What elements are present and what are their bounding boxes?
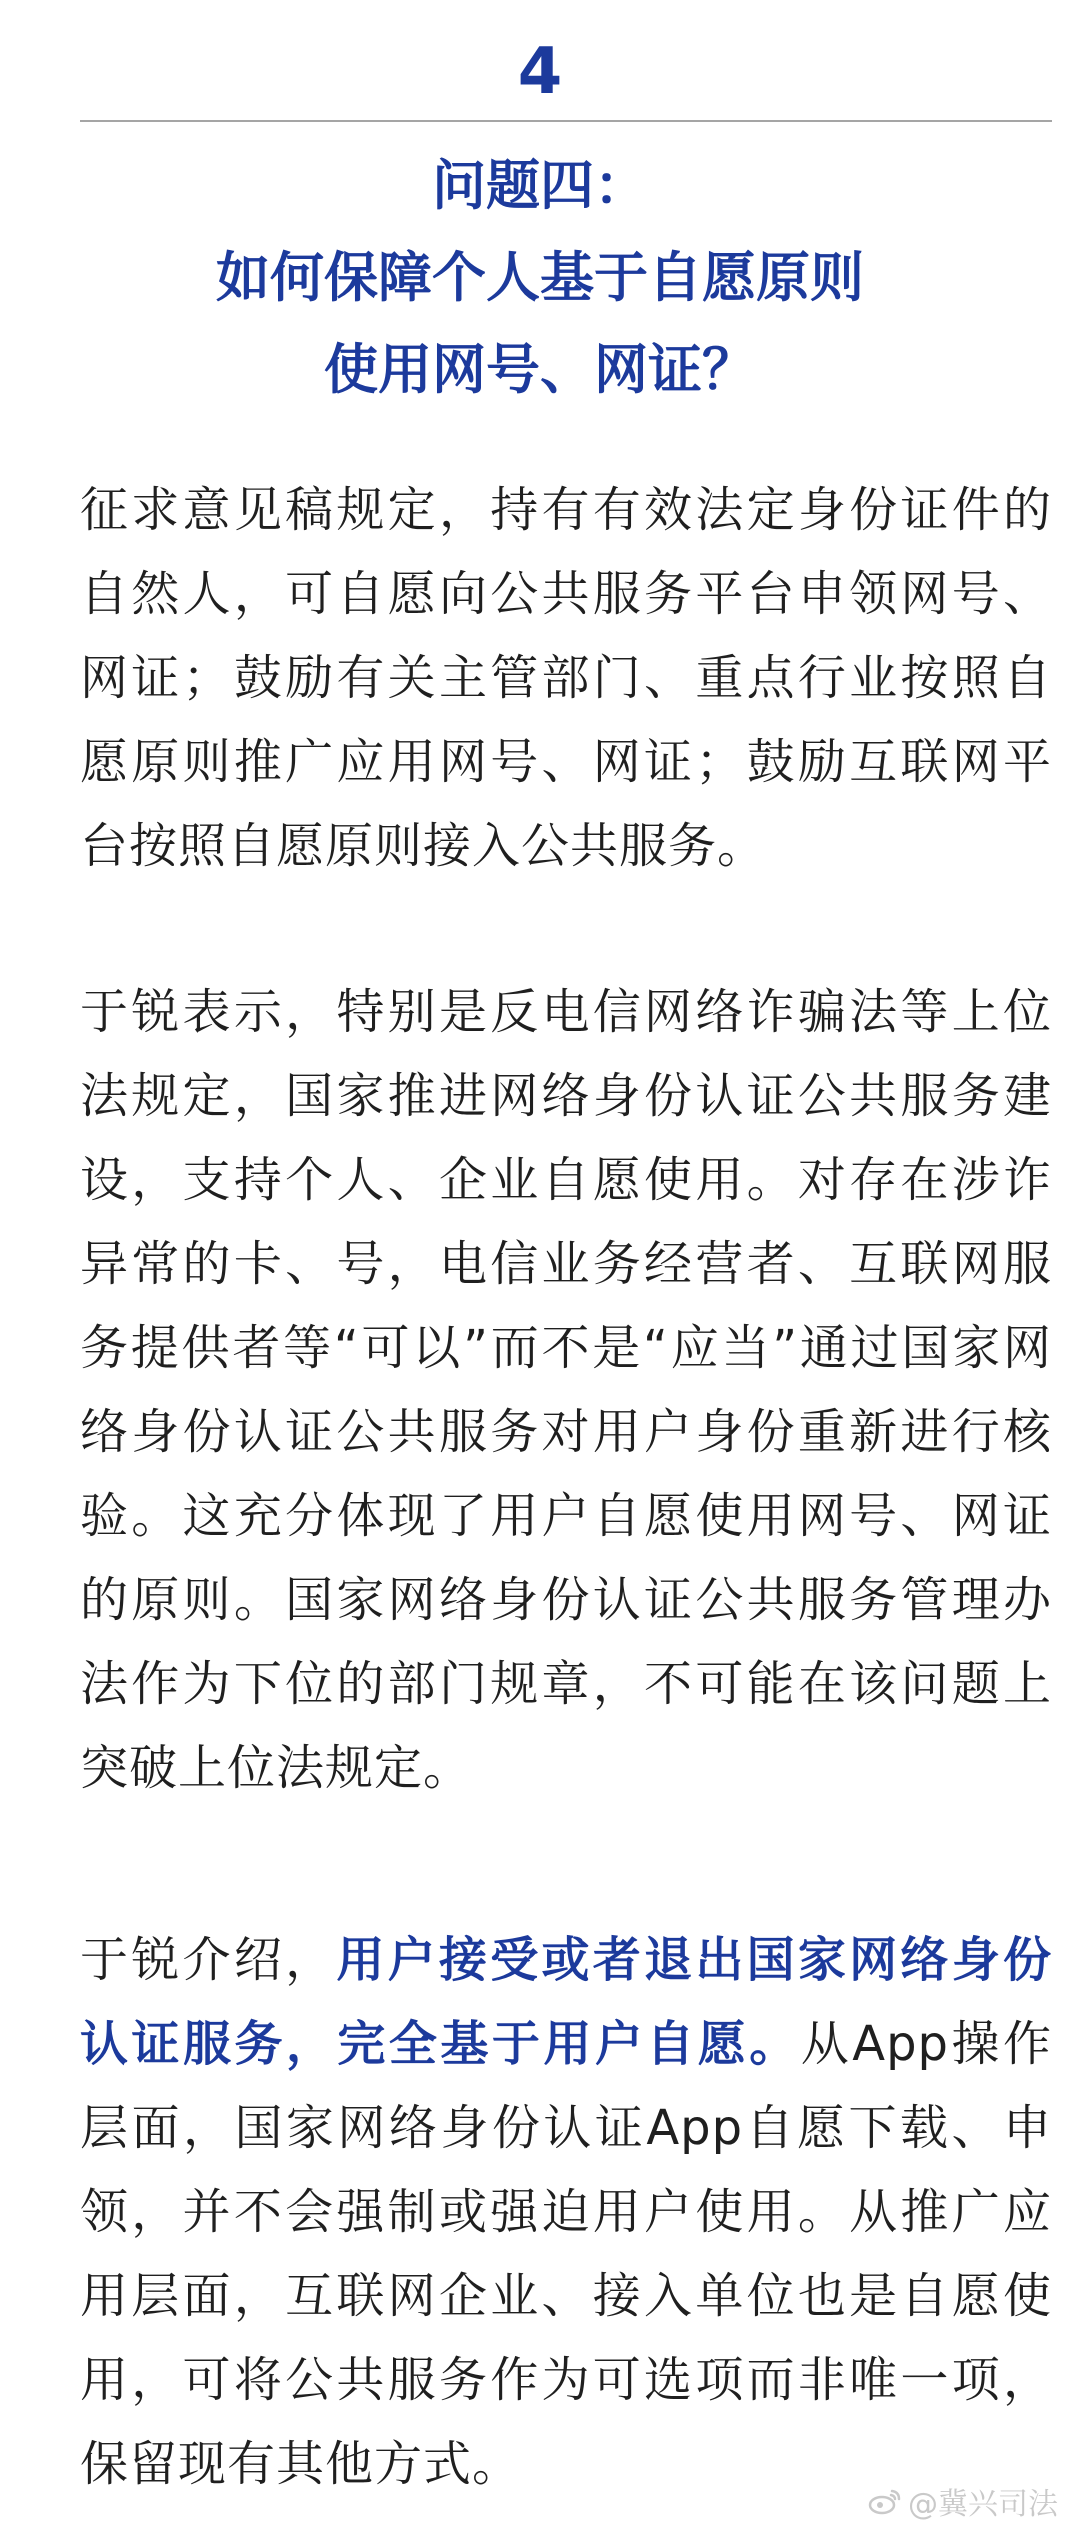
watermark (868, 2479, 1058, 2523)
section-number: 4 (517, 35, 563, 109)
paragraph-3-rest: 从App操作层面，国家网络身份认证App自愿下载、申领，并不会强制或强迫用户使用。从推广应用层面，互联网企业、接入单位也是自愿使用，可将公共服务作为可选项而非唯一项，保留现有其他方式。 (80, 2016, 1052, 2492)
question-heading (0, 140, 1080, 416)
watermark-text: @冀兴司法 (908, 2487, 1058, 2522)
paragraph-1: 征求意见稿规定，持有有效法定身份证件的自然人，可自愿向公共服务平台申领网号、网证；鼓励有关主管部门、重点行业按照自愿原则推广应用网号、网证；鼓励互联网平台按照自愿原则接入公共服务。 (80, 482, 1052, 874)
weibo-icon (868, 2487, 902, 2515)
paragraph-3 (80, 1918, 1052, 2506)
heading-line-1: 问题四： (432, 154, 648, 217)
header-divider (80, 120, 1052, 122)
paragraph-3-highlight: 用户接受或者退出国家网络身份认证服务，完全基于用户自愿。 (80, 1932, 1052, 2072)
paragraph-3-lead: 于锐介绍， (80, 1932, 337, 1988)
heading-line-2: 如何保障个人基于自愿原则 (216, 246, 864, 309)
paragraph-2: 于锐表示，特别是反电信网络诈骗法等上位法规定，国家推进网络身份认证公共服务建设，支持个人、企业自愿使用。对存在涉诈异常的卡、号，电信业务经营者、互联网服务提供者等“可以”而不是“应当”通过国家网络身份认证公共服务对用户身份重新进行核验。这充分体现了用户自愿使用网号、网证的原则。国家网络身份认证公共服务管理办法作为下位的部门规章，不可能在该问题上突破上位法规定。 (80, 984, 1052, 1796)
heading-line-3: 使用网号、网证？ (324, 338, 756, 401)
